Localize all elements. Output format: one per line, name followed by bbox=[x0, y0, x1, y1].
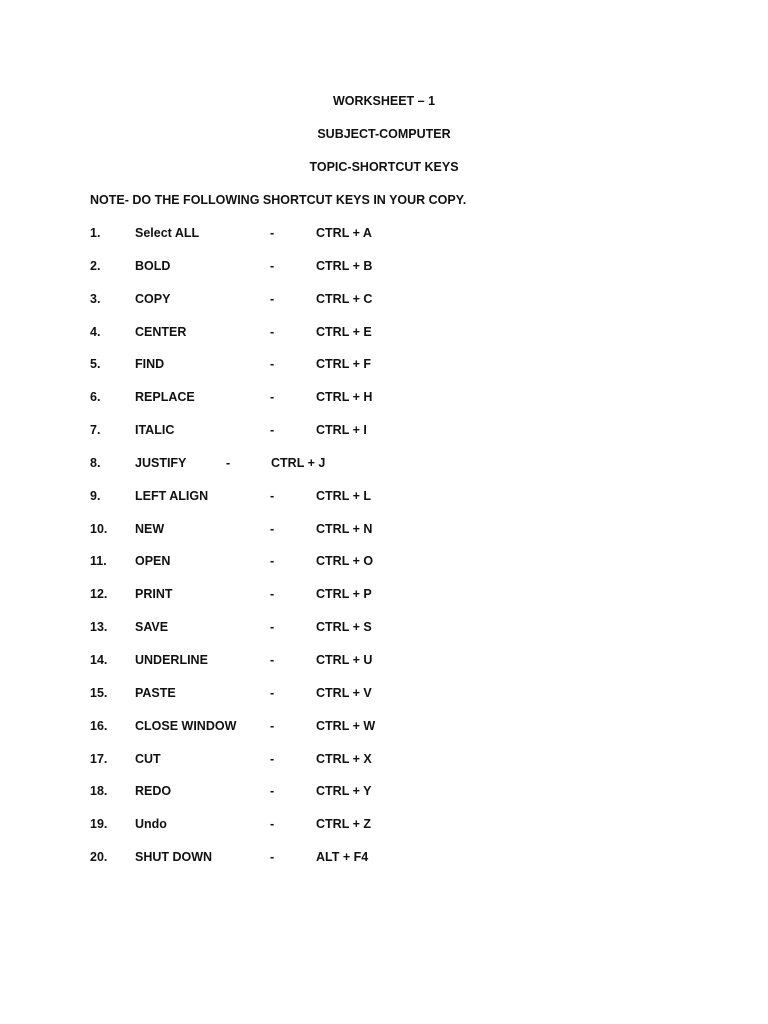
item-keys: CTRL + L bbox=[316, 488, 371, 503]
list-item bbox=[0, 686, 768, 719]
list-item bbox=[0, 292, 768, 325]
item-action: Undo bbox=[135, 817, 167, 832]
item-number: 9. bbox=[90, 488, 101, 503]
item-number: 18. bbox=[90, 784, 108, 799]
item-number: 14. bbox=[90, 652, 108, 667]
item-number: 8. bbox=[90, 455, 101, 470]
item-number: 13. bbox=[90, 620, 108, 635]
item-action: ITALIC bbox=[135, 423, 175, 438]
item-number: 16. bbox=[90, 718, 108, 733]
item-number: 7. bbox=[90, 423, 101, 438]
item-action: COPY bbox=[135, 291, 171, 306]
item-action: LEFT ALIGN bbox=[135, 488, 209, 503]
item-number: 20. bbox=[90, 850, 108, 865]
item-keys: CTRL + V bbox=[316, 685, 372, 700]
item-number: 12. bbox=[90, 587, 108, 602]
item-keys: CTRL + A bbox=[316, 226, 372, 240]
list-item bbox=[0, 719, 768, 752]
list-item bbox=[0, 423, 768, 456]
list-item bbox=[0, 817, 768, 850]
item-action: PASTE bbox=[135, 685, 176, 700]
list-item bbox=[0, 325, 768, 358]
item-keys: CTRL + E bbox=[316, 324, 372, 339]
item-dash: - bbox=[270, 620, 275, 635]
item-action: SAVE bbox=[135, 620, 169, 635]
item-dash: - bbox=[270, 258, 275, 273]
topic-line: TOPIC-SHORTCUT KEYS bbox=[309, 160, 459, 174]
item-dash: - bbox=[270, 324, 275, 339]
item-action: JUSTIFY bbox=[135, 455, 187, 470]
item-dash: - bbox=[226, 455, 231, 470]
item-number: 2. bbox=[90, 258, 101, 273]
item-dash: - bbox=[270, 751, 275, 766]
item-action: SHUT DOWN bbox=[135, 850, 213, 865]
item-action: CLOSE WINDOW bbox=[135, 718, 237, 733]
shortcut-list bbox=[0, 226, 768, 883]
item-keys: CTRL + O bbox=[316, 554, 374, 569]
item-keys: CTRL + F bbox=[316, 357, 371, 372]
subject-line: SUBJECT-COMPUTER bbox=[317, 127, 451, 141]
item-keys: CTRL + W bbox=[316, 718, 376, 733]
item-action: REDO bbox=[135, 784, 172, 799]
item-keys: CTRL + J bbox=[271, 455, 326, 470]
item-action: CENTER bbox=[135, 324, 187, 339]
item-keys: CTRL + Y bbox=[316, 784, 372, 799]
list-item bbox=[0, 357, 768, 390]
item-dash: - bbox=[270, 652, 275, 667]
item-dash: - bbox=[270, 423, 275, 438]
list-item bbox=[0, 226, 768, 259]
item-number: 19. bbox=[90, 817, 108, 832]
item-action: BOLD bbox=[135, 258, 171, 273]
list-item bbox=[0, 784, 768, 817]
item-keys: CTRL + C bbox=[316, 291, 373, 306]
item-dash: - bbox=[270, 390, 275, 405]
item-dash: - bbox=[270, 817, 275, 832]
item-dash: - bbox=[270, 718, 275, 733]
item-dash: - bbox=[270, 226, 275, 240]
item-keys: CTRL + X bbox=[316, 751, 372, 766]
item-keys: CTRL + S bbox=[316, 620, 372, 635]
item-action: NEW bbox=[135, 521, 165, 536]
item-action: REPLACE bbox=[135, 390, 195, 405]
item-number: 17. bbox=[90, 751, 108, 766]
item-dash: - bbox=[270, 521, 275, 536]
item-action: CUT bbox=[135, 751, 161, 766]
list-item bbox=[0, 554, 768, 587]
list-item bbox=[0, 752, 768, 785]
item-action: UNDERLINE bbox=[135, 652, 208, 667]
item-number: 4. bbox=[90, 324, 101, 339]
item-dash: - bbox=[270, 554, 275, 569]
list-item bbox=[0, 850, 768, 883]
item-number: 15. bbox=[90, 685, 108, 700]
item-keys: CTRL + N bbox=[316, 521, 373, 536]
item-number: 3. bbox=[90, 291, 101, 306]
list-item bbox=[0, 587, 768, 620]
worksheet-title: WORKSHEET – 1 bbox=[332, 94, 436, 108]
item-dash: - bbox=[270, 784, 275, 799]
item-dash: - bbox=[270, 850, 275, 865]
list-item bbox=[0, 653, 768, 686]
item-keys: CTRL + U bbox=[316, 652, 373, 667]
item-keys: CTRL + Z bbox=[316, 817, 371, 832]
item-action: Select ALL bbox=[135, 226, 200, 240]
item-dash: - bbox=[270, 685, 275, 700]
item-action: FIND bbox=[135, 357, 165, 372]
item-dash: - bbox=[270, 357, 275, 372]
item-number: 1. bbox=[90, 226, 101, 240]
list-item bbox=[0, 522, 768, 555]
item-keys: ALT + F4 bbox=[316, 850, 369, 865]
item-number: 10. bbox=[90, 521, 108, 536]
item-keys: CTRL + H bbox=[316, 390, 373, 405]
note-line: NOTE- DO THE FOLLOWING SHORTCUT KEYS IN YOUR COPY. bbox=[90, 193, 467, 207]
list-item bbox=[0, 259, 768, 292]
item-number: 5. bbox=[90, 357, 101, 372]
item-keys: CTRL + P bbox=[316, 587, 372, 602]
item-keys: CTRL + I bbox=[316, 423, 367, 438]
item-action: OPEN bbox=[135, 554, 171, 569]
item-dash: - bbox=[270, 488, 275, 503]
item-action: PRINT bbox=[135, 587, 173, 602]
list-item bbox=[0, 620, 768, 653]
list-item bbox=[0, 456, 768, 489]
item-number: 6. bbox=[90, 390, 101, 405]
list-item bbox=[0, 489, 768, 522]
item-keys: CTRL + B bbox=[316, 258, 373, 273]
item-number: 11. bbox=[90, 554, 107, 569]
item-dash: - bbox=[270, 587, 275, 602]
list-item bbox=[0, 390, 768, 423]
item-dash: - bbox=[270, 291, 275, 306]
